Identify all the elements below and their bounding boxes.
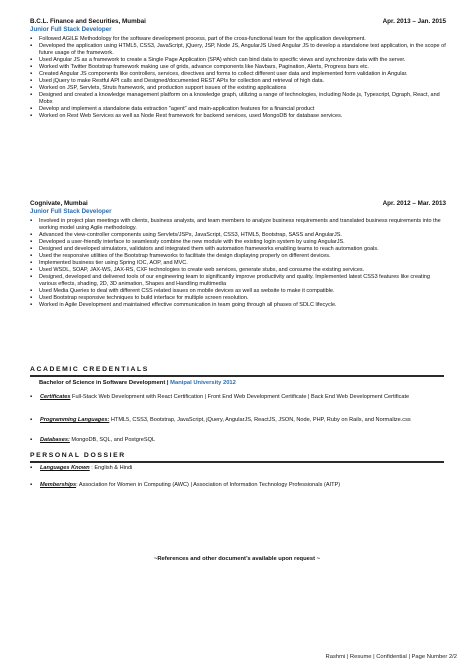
job-header — [30, 200, 446, 207]
list-item: ▪ Worked on Rest Web Services as well as Node Rest framework for backend services, used MongoDB for database services. — [30, 113, 446, 120]
job-header — [30, 18, 446, 25]
dossier-label: Memberships — [40, 482, 77, 488]
academic-section — [30, 366, 444, 377]
references-note: ~References and other document’s available upon request ~ — [153, 556, 320, 562]
list-item: ▪ Develop and implement a standalone data extraction "agent" and main-application features for a financial product — [30, 106, 446, 113]
degree-line — [39, 380, 236, 386]
job-entry — [30, 200, 446, 309]
dossier-item — [30, 482, 444, 489]
job-title: Junior Full Stack Developer — [30, 208, 112, 215]
job-bullets — [30, 36, 446, 121]
dossier-section — [30, 452, 444, 463]
credential-text: MongoDB, SQL, and PostgreSQL — [69, 437, 156, 443]
dossier-item — [30, 465, 444, 472]
list-item: ▪ Worked with Twitter Bootstrap framework making use of grids, advance components like Navbars, Pagination, Alerts, Progress bars etc. — [30, 64, 446, 71]
credential-label: Certificates — [40, 394, 71, 400]
list-item: ▪ Worked in Agile Development and maintained effective communication in team going through all phases of SDLC lifecycle. — [30, 302, 446, 309]
list-item: ▪ Implemented business tier using Spring IOC, AOP, and MVC. — [30, 260, 446, 267]
list-item: ▪ Followed AGILE Methodology for the software development process, part of the cross-functional team for the application development. — [30, 36, 446, 43]
credential-label: Databases: — [40, 437, 70, 443]
job-entry — [30, 18, 446, 120]
degree-name: Bachelor of Science in Software Development — [39, 380, 166, 386]
page-footer: Rashmi | Resume | Confidential | Page Number 2/2 — [325, 654, 457, 660]
company-name: Cognivate, Mumbai — [30, 200, 88, 207]
list-item: ▪ Used Bootstrap responsive techniques to build interface for multiple screen resolution. — [30, 295, 446, 302]
university-name: Manipal University 2012 — [170, 380, 236, 386]
list-item: ▪ Developed the application using HTML5, CSS3, JavaScript, jQuery, JSP, Node JS, AngularJS Used Angular JS to develop a standalone test application, in the scope of future usage of the framework. — [30, 43, 446, 57]
job-dates: Apr. 2012 – Mar. 2013 — [382, 200, 446, 207]
list-item: ▪ Used Media Queries to deal with different CSS related issues on mobile devices as well as website to make it compatible. — [30, 288, 446, 295]
section-divider — [30, 375, 444, 377]
company-name: B.C.L. Finance and Securities, Mumbai — [30, 18, 146, 25]
list-item: ▪ Created Angular JS components like controllers, services, directives and forms to collect different user data and implemented form validation in Angular. — [30, 71, 446, 78]
credential-item — [30, 417, 444, 424]
credential-item — [30, 437, 444, 444]
job-dates: Apr. 2013 – Jan. 2015 — [382, 18, 446, 25]
section-divider — [30, 461, 444, 463]
degree-separator: | — [166, 380, 169, 386]
list-item: ▪ Developed a user-friendly interface to seamlessly combine the new module with the existing login system by using AngularJS. — [30, 239, 446, 246]
credential-text: HTML5, CSS3, Bootstrap, JavaScript, jQuery, AngularJS, ReactJS, JSON, Node, PHP, Ruby on Rails, and Normalize.css — [109, 417, 411, 423]
list-item: ▪ Designed and developed simulators, validators and integrated them with automation frameworks enabling teams to reach automation goals. — [30, 246, 446, 253]
credential-label: Programming Languages: — [40, 417, 110, 423]
credential-item — [30, 394, 444, 401]
list-item: ▪ Designed and created a knowledge management platform on a knowledge graph, utilizing a range of technologies, including Node.js, Typescript, Dgraph, React, and Mobx — [30, 92, 446, 106]
list-item: ▪ Worked on JSP, Servlets, Struts framework, and production support issues of the existing applications — [30, 85, 446, 92]
section-heading: PERSONAL DOSSIER — [30, 452, 126, 459]
list-item: ▪ Used jQuery to make Restful API calls and Designed/documented REST APIs for collection and retrieval of high data. — [30, 78, 446, 85]
dossier-text: : Association for Women in Computing (AWC) | Association of Information Technology Professionals (AITP) — [76, 482, 341, 488]
job-bullets — [30, 218, 446, 310]
section-heading: ACADEMIC CREDENTIALS — [30, 366, 149, 373]
job-title: Junior Full Stack Developer — [30, 26, 112, 33]
list-item: ▪ Used Angular JS as a framework to create a Single Page Application (SPA) which can bind data to specific views and synchronize data with the server. — [30, 57, 446, 64]
list-item: ▪ Advanced the view-controller components using Servlets/JSPs, JavaScript, CSS3, HTML5, Bootstrap, SASS and AngularJS. — [30, 232, 446, 239]
credential-text: Full-Stack Web Development with React Certification | Front End Web Development Certificate | Back End Web Development Certificate — [70, 394, 410, 400]
dossier-label: Languages Known — [40, 465, 90, 471]
dossier-text: : English & Hindi — [89, 465, 133, 471]
list-item: ▪ Designed, developed and delivered tools of our engineering team to significantly improve productivity and quality. Implemented latest CSS3 features like creating various effects, shading, 2D, 3D animation, Shapes and Handling multimedia — [30, 274, 446, 288]
list-item: ▪ Used the responsive utilities of the Bootstrap frameworks to facilitate the design displaying properly on different devices. — [30, 253, 446, 260]
list-item: ▪ Used WSDL, SOAP, JAX-WS, JAX-RS, CXF technologies to create web services, generate stubs, and consume the existing services. — [30, 267, 446, 274]
list-item: ▪ Involved in project plan meetings with clients, business analysts, and team members to analyze business requirements and translated business requirements into the working model using Agile methodology. — [30, 218, 446, 232]
